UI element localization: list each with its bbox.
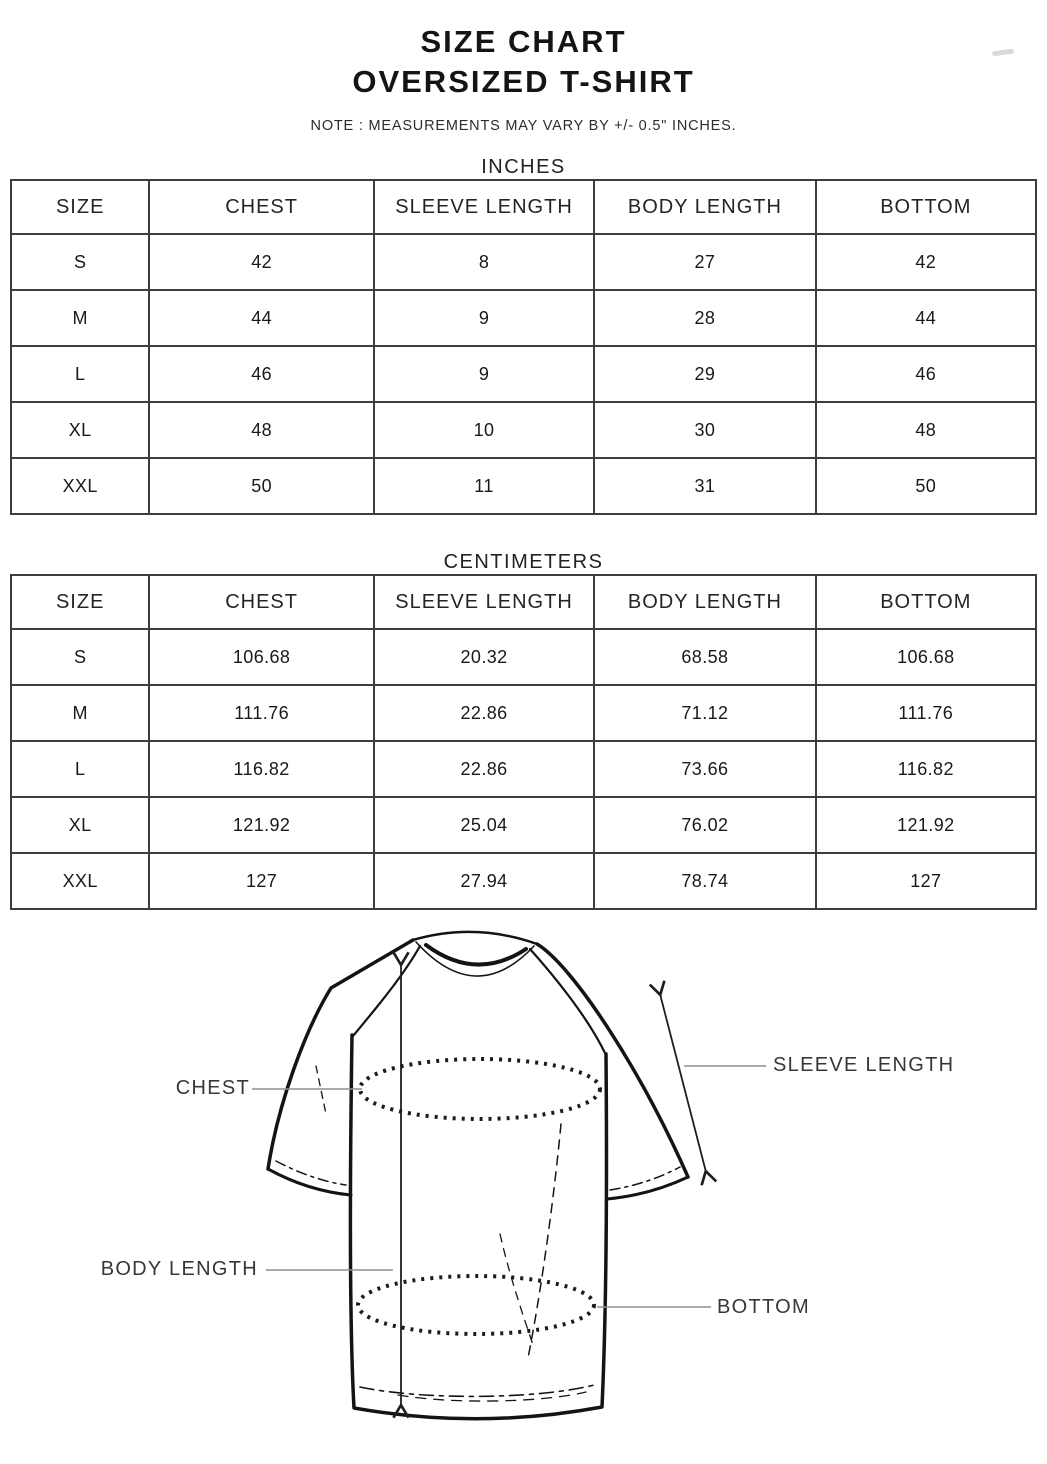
title-line-2: OVERSIZED T-SHIRT xyxy=(352,64,695,99)
table-row xyxy=(11,629,1036,685)
data-cell: L xyxy=(11,346,149,402)
data-cell: 8 xyxy=(374,234,594,290)
inches-heading: INCHES xyxy=(481,156,566,178)
data-cell: L xyxy=(11,741,149,797)
data-cell: 29 xyxy=(594,346,815,402)
data-cell: 106.68 xyxy=(149,629,373,685)
data-cell: 46 xyxy=(816,346,1036,402)
data-cell: 48 xyxy=(149,402,373,458)
data-cell: XL xyxy=(11,797,149,853)
header-cell: SLEEVE LENGTH xyxy=(374,575,594,629)
data-cell: 11 xyxy=(374,458,594,514)
data-cell: 48 xyxy=(816,402,1036,458)
size-table-inches xyxy=(10,179,1037,515)
data-cell: 46 xyxy=(149,346,373,402)
page-title xyxy=(0,22,1047,102)
header-cell: BODY LENGTH xyxy=(594,180,815,234)
table-row xyxy=(11,741,1036,797)
data-cell: 116.82 xyxy=(149,741,373,797)
data-cell: 50 xyxy=(816,458,1036,514)
data-cell: M xyxy=(11,685,149,741)
body-length-label: BODY LENGTH xyxy=(100,1258,258,1280)
data-cell: 22.86 xyxy=(374,685,594,741)
data-cell: 27.94 xyxy=(374,853,594,909)
collar-band xyxy=(416,942,534,976)
data-cell: 127 xyxy=(149,853,373,909)
table-row xyxy=(11,402,1036,458)
bottom-ellipse xyxy=(358,1276,594,1334)
data-cell: 111.76 xyxy=(149,685,373,741)
table-row xyxy=(11,685,1036,741)
table-row xyxy=(11,234,1036,290)
data-cell: 50 xyxy=(149,458,373,514)
fold-line xyxy=(528,1124,561,1358)
header xyxy=(0,0,1047,134)
tshirt-measurement-diagram xyxy=(0,918,1047,1432)
data-cell: 9 xyxy=(374,290,594,346)
table-row xyxy=(11,346,1036,402)
hem-stitch xyxy=(360,1384,598,1396)
data-cell: XXL xyxy=(11,458,149,514)
data-cell: 78.74 xyxy=(594,853,815,909)
table-row xyxy=(11,290,1036,346)
header-cell: BODY LENGTH xyxy=(594,575,815,629)
data-cell: 10 xyxy=(374,402,594,458)
header-cell: BOTTOM xyxy=(816,180,1036,234)
measurement-ellipses xyxy=(358,1059,600,1334)
data-cell: 44 xyxy=(816,290,1036,346)
measurement-arrows xyxy=(401,964,706,1406)
data-cell: 42 xyxy=(816,234,1036,290)
header-cell: SIZE xyxy=(11,180,149,234)
tshirt-sketch xyxy=(0,918,1047,1432)
sleeve-fold-line xyxy=(316,1066,326,1114)
collar-outer xyxy=(413,932,537,944)
data-cell: 31 xyxy=(594,458,815,514)
data-cell: 71.12 xyxy=(594,685,815,741)
data-cell: 111.76 xyxy=(816,685,1036,741)
measurement-note: NOTE : MEASUREMENTS MAY VARY BY +/- 0.5" INCHES. xyxy=(310,118,737,134)
data-cell: S xyxy=(11,234,149,290)
data-cell: M xyxy=(11,290,149,346)
header-cell: CHEST xyxy=(149,575,373,629)
data-cell: XXL xyxy=(11,853,149,909)
data-cell: 25.04 xyxy=(374,797,594,853)
header-cell: SIZE xyxy=(11,575,149,629)
size-table-centimeters xyxy=(10,574,1037,910)
data-cell: 76.02 xyxy=(594,797,815,853)
data-cell: 73.66 xyxy=(594,741,815,797)
bottom-label: BOTTOM xyxy=(717,1296,810,1318)
centimeters-heading: CENTIMETERS xyxy=(443,551,604,573)
data-cell: 42 xyxy=(149,234,373,290)
data-cell: XL xyxy=(11,402,149,458)
data-cell: 106.68 xyxy=(816,629,1036,685)
data-cell: 30 xyxy=(594,402,815,458)
data-cell: 9 xyxy=(374,346,594,402)
left-cuff-stitch xyxy=(276,1161,346,1185)
right-cuff-stitch xyxy=(610,1167,680,1190)
title-line-1: SIZE CHART xyxy=(420,24,627,59)
header-cell: CHEST xyxy=(149,180,373,234)
data-cell: 127 xyxy=(816,853,1036,909)
data-cell: 121.92 xyxy=(816,797,1036,853)
collar-inner xyxy=(426,945,526,965)
sleeve-length-label: SLEEVE LENGTH xyxy=(773,1054,955,1076)
data-cell: 20.32 xyxy=(374,629,594,685)
data-cell: 27 xyxy=(594,234,815,290)
table-row xyxy=(11,458,1036,514)
tshirt-outline xyxy=(268,932,688,1419)
header-cell: BOTTOM xyxy=(816,575,1036,629)
chest-ellipse xyxy=(360,1059,600,1119)
sleeve-length-arrow xyxy=(660,994,706,1172)
data-cell: 22.86 xyxy=(374,741,594,797)
data-cell: 68.58 xyxy=(594,629,815,685)
data-cell: 28 xyxy=(594,290,815,346)
table-row xyxy=(11,853,1036,909)
data-cell: S xyxy=(11,629,149,685)
table-header-row xyxy=(11,575,1036,629)
chest-label: CHEST xyxy=(175,1077,250,1099)
data-cell: 44 xyxy=(149,290,373,346)
header-cell: SLEEVE LENGTH xyxy=(374,180,594,234)
table-header-row xyxy=(11,180,1036,234)
table-row xyxy=(11,797,1036,853)
data-cell: 116.82 xyxy=(816,741,1036,797)
data-cell: 121.92 xyxy=(149,797,373,853)
